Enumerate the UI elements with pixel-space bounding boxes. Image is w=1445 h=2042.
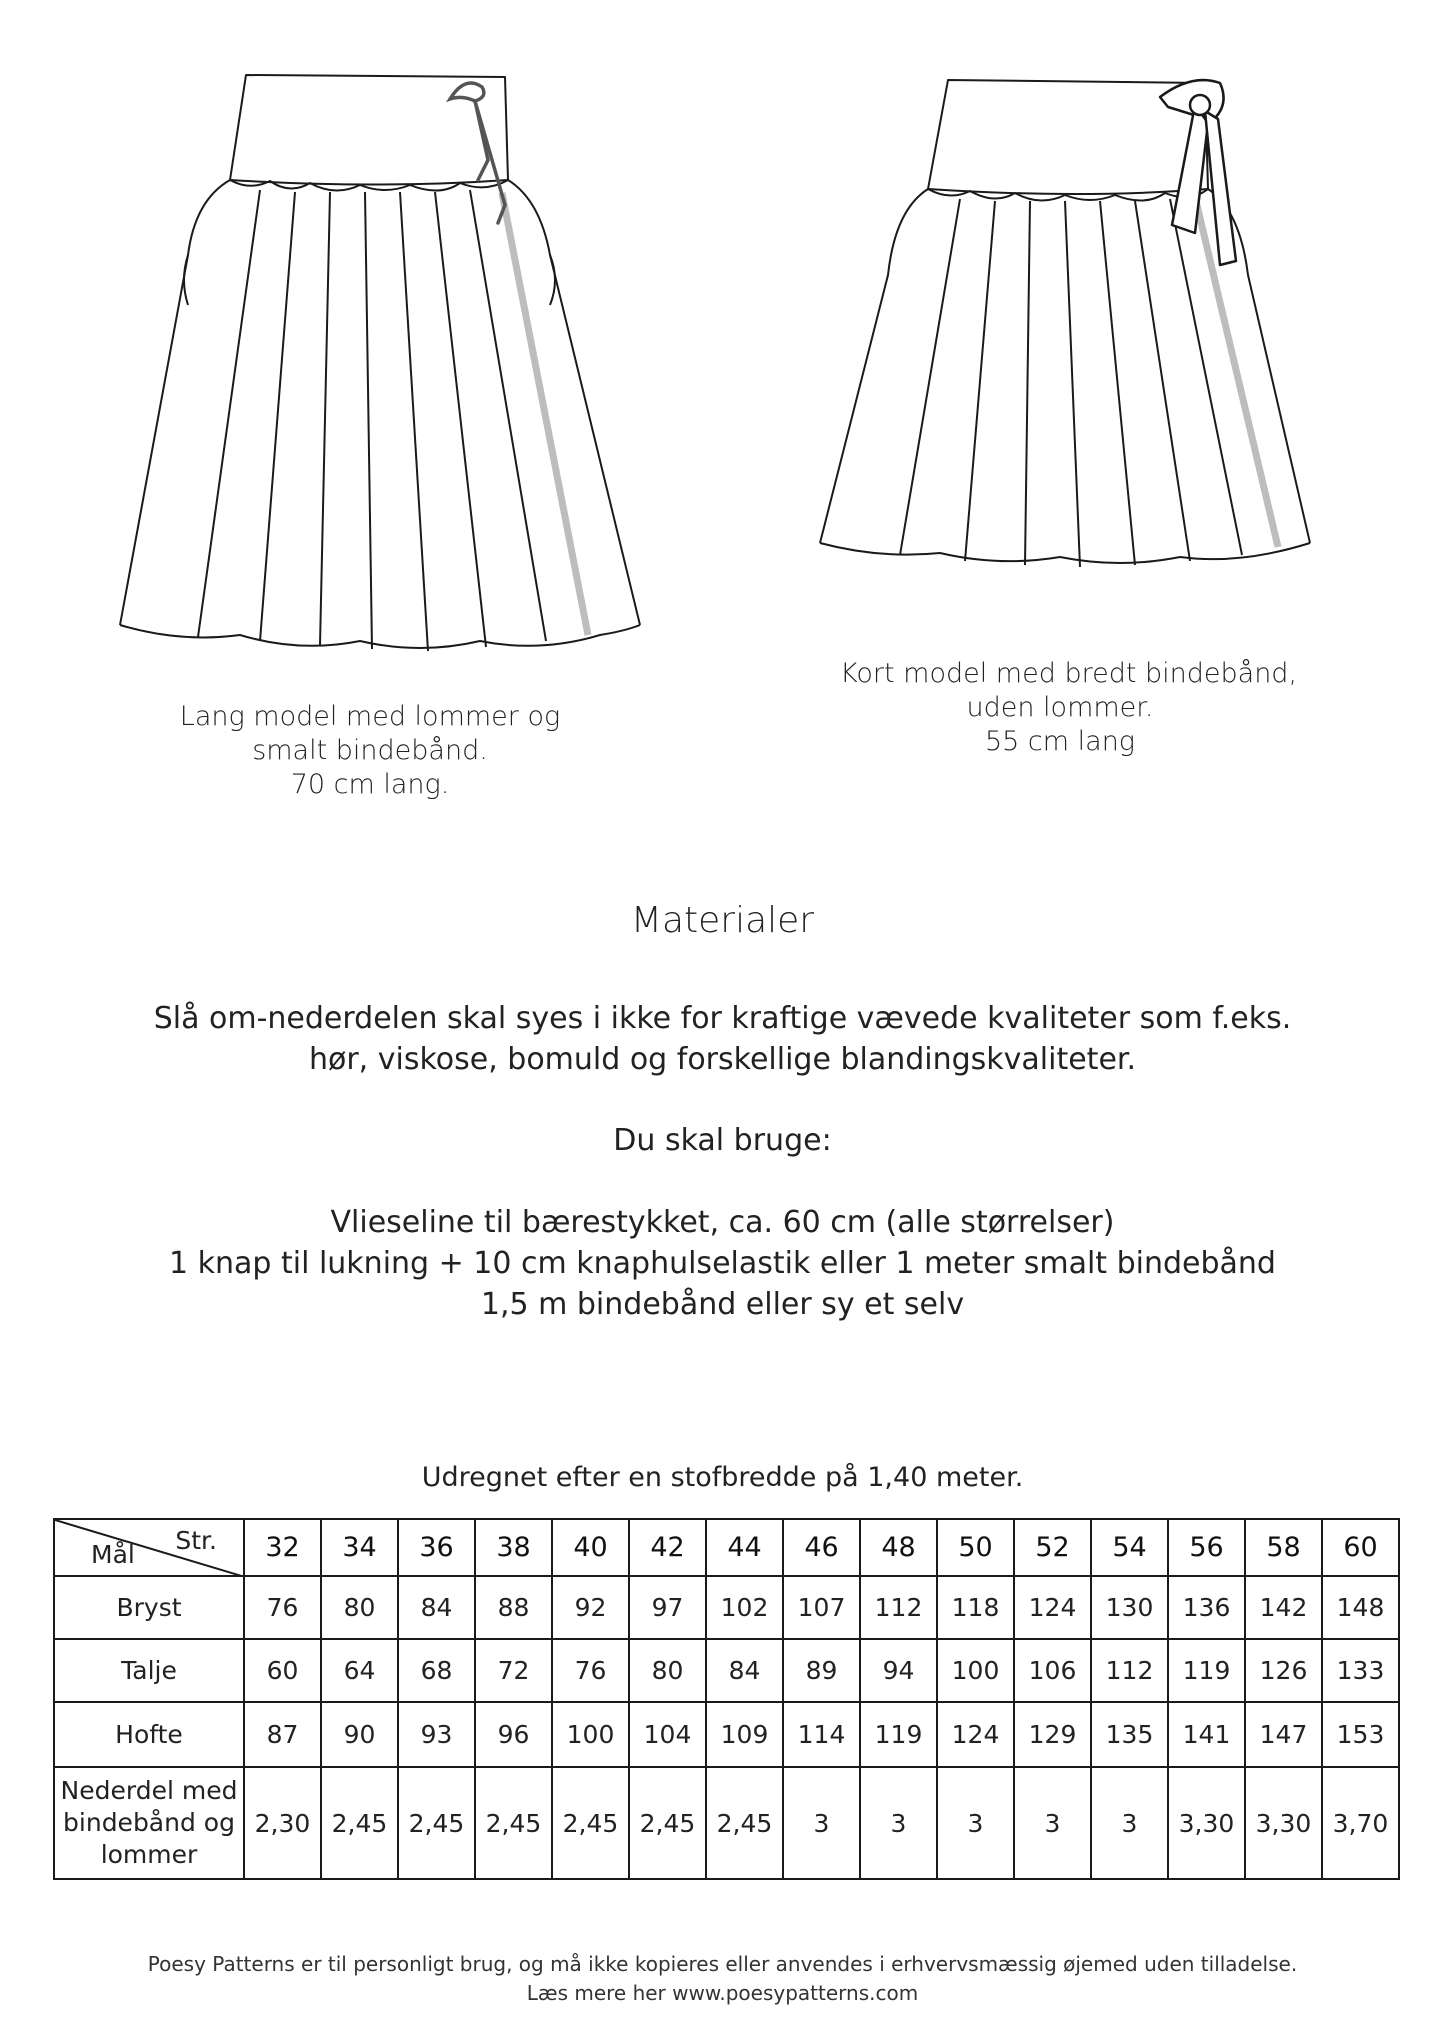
short-caption-line: Kort model med bredt bindebånd, bbox=[840, 658, 1298, 689]
corner-size-label: Str. bbox=[175, 1526, 217, 1555]
table-cell: 2,30 bbox=[244, 1767, 321, 1879]
long-skirt-drawing bbox=[110, 65, 670, 665]
row-label-line: lommer bbox=[100, 1840, 198, 1869]
hip-row bbox=[54, 1702, 1399, 1767]
row-label-waist: Talje bbox=[54, 1639, 244, 1702]
table-cell: 119 bbox=[1168, 1639, 1245, 1702]
table-cell: 130 bbox=[1091, 1576, 1168, 1639]
long-skirt-caption bbox=[150, 700, 590, 802]
table-cell: 3 bbox=[860, 1767, 937, 1879]
material-item: Vlieseline til bærestykket, ca. 60 cm (alle størrelser) bbox=[330, 1205, 1115, 1240]
materials-intro bbox=[0, 998, 1445, 1080]
short-skirt-caption bbox=[840, 657, 1298, 759]
short-skirt-sketch bbox=[800, 65, 1320, 605]
table-cell: 2,45 bbox=[706, 1767, 783, 1879]
table-cell: 112 bbox=[860, 1576, 937, 1639]
table-cell: 109 bbox=[706, 1702, 783, 1767]
table-cell: 148 bbox=[1322, 1576, 1399, 1639]
table-cell: 2,45 bbox=[398, 1767, 475, 1879]
table-cell: 68 bbox=[398, 1639, 475, 1702]
size-header-row bbox=[54, 1519, 1399, 1576]
table-cell: 3,30 bbox=[1168, 1767, 1245, 1879]
long-caption-line: Lang model med lommer og bbox=[179, 701, 561, 732]
footer-link[interactable]: Læs mere her www.poesypatterns.com bbox=[526, 1981, 919, 2005]
table-cell: 3 bbox=[783, 1767, 860, 1879]
table-cell: 87 bbox=[244, 1702, 321, 1767]
table-corner-cell bbox=[54, 1519, 244, 1576]
table-cell: 141 bbox=[1168, 1702, 1245, 1767]
table-cell: 76 bbox=[552, 1639, 629, 1702]
table-cell: 84 bbox=[706, 1639, 783, 1702]
long-caption-line: smalt bindebånd. bbox=[252, 735, 488, 766]
bust-row bbox=[54, 1576, 1399, 1639]
material-item: 1,5 m bindebånd eller sy et selv bbox=[480, 1287, 965, 1322]
size-header: 46 bbox=[783, 1519, 860, 1576]
table-cell: 126 bbox=[1245, 1639, 1322, 1702]
size-header: 38 bbox=[475, 1519, 552, 1576]
table-cell: 93 bbox=[398, 1702, 475, 1767]
size-header: 34 bbox=[321, 1519, 398, 1576]
table-cell: 112 bbox=[1091, 1639, 1168, 1702]
table-cell: 147 bbox=[1245, 1702, 1322, 1767]
table-cell: 72 bbox=[475, 1639, 552, 1702]
table-cell: 114 bbox=[783, 1702, 860, 1767]
table-cell: 3,30 bbox=[1245, 1767, 1322, 1879]
long-skirt-sketch bbox=[110, 65, 670, 665]
table-cell: 88 bbox=[475, 1576, 552, 1639]
size-header: 50 bbox=[937, 1519, 1014, 1576]
long-caption-line: 70 cm lang. bbox=[290, 769, 450, 800]
intro-line: hør, viskose, bomuld og forskellige blandingskvaliteter. bbox=[308, 1042, 1137, 1077]
table-cell: 136 bbox=[1168, 1576, 1245, 1639]
size-header: 58 bbox=[1245, 1519, 1322, 1576]
table-cell: 80 bbox=[629, 1639, 706, 1702]
table-cell: 94 bbox=[860, 1639, 937, 1702]
size-header: 60 bbox=[1322, 1519, 1399, 1576]
table-cell: 135 bbox=[1091, 1702, 1168, 1767]
size-header: 52 bbox=[1014, 1519, 1091, 1576]
copyright-footer bbox=[0, 1950, 1445, 2008]
table-cell: 76 bbox=[244, 1576, 321, 1639]
row-label-hip: Hofte bbox=[54, 1702, 244, 1767]
corner-measure-label: Mål bbox=[91, 1540, 135, 1569]
row-label-bust: Bryst bbox=[54, 1576, 244, 1639]
use-heading: Du skal bruge: bbox=[613, 1123, 832, 1158]
table-cell: 90 bbox=[321, 1702, 398, 1767]
table-cell: 96 bbox=[475, 1702, 552, 1767]
materials-list bbox=[0, 1202, 1445, 1325]
waist-row bbox=[54, 1639, 1399, 1702]
row-label-line: bindebånd og bbox=[63, 1808, 235, 1837]
size-header: 44 bbox=[706, 1519, 783, 1576]
table-cell: 2,45 bbox=[629, 1767, 706, 1879]
short-caption-line: 55 cm lang bbox=[984, 726, 1136, 757]
size-header: 42 bbox=[629, 1519, 706, 1576]
size-header: 32 bbox=[244, 1519, 321, 1576]
size-header: 56 bbox=[1168, 1519, 1245, 1576]
table-cell: 2,45 bbox=[475, 1767, 552, 1879]
fabric-width-note: Udregnet efter en stofbredde på 1,40 meter. bbox=[421, 1462, 1024, 1493]
table-cell: 3 bbox=[937, 1767, 1014, 1879]
material-item: 1 knap til lukning + 10 cm knaphulselastik eller 1 meter smalt bindebånd bbox=[169, 1246, 1276, 1281]
table-cell: 129 bbox=[1014, 1702, 1091, 1767]
table-cell: 3,70 bbox=[1322, 1767, 1399, 1879]
short-skirt-drawing bbox=[800, 65, 1320, 605]
table-cell: 100 bbox=[552, 1702, 629, 1767]
size-header: 36 bbox=[398, 1519, 475, 1576]
table-cell: 80 bbox=[321, 1576, 398, 1639]
table-cell: 124 bbox=[1014, 1576, 1091, 1639]
table-cell: 102 bbox=[706, 1576, 783, 1639]
table-cell: 3 bbox=[1091, 1767, 1168, 1879]
row-label-skirt-fabric bbox=[54, 1767, 244, 1879]
size-header: 48 bbox=[860, 1519, 937, 1576]
table-cell: 84 bbox=[398, 1576, 475, 1639]
size-table bbox=[53, 1518, 1400, 1880]
size-header: 40 bbox=[552, 1519, 629, 1576]
table-cell: 119 bbox=[860, 1702, 937, 1767]
table-cell: 142 bbox=[1245, 1576, 1322, 1639]
table-cell: 118 bbox=[937, 1576, 1014, 1639]
size-header: 54 bbox=[1091, 1519, 1168, 1576]
table-cell: 2,45 bbox=[552, 1767, 629, 1879]
intro-line: Slå om-nederdelen skal syes i ikke for kraftige vævede kvaliteter som f.eks. bbox=[153, 1001, 1292, 1036]
table-cell: 97 bbox=[629, 1576, 706, 1639]
table-cell: 3 bbox=[1014, 1767, 1091, 1879]
row-label-line: Nederdel med bbox=[60, 1776, 238, 1805]
table-cell: 106 bbox=[1014, 1639, 1091, 1702]
table-cell: 153 bbox=[1322, 1702, 1399, 1767]
table-cell: 2,45 bbox=[321, 1767, 398, 1879]
table-cell: 133 bbox=[1322, 1639, 1399, 1702]
table-cell: 89 bbox=[783, 1639, 860, 1702]
table-cell: 124 bbox=[937, 1702, 1014, 1767]
table-cell: 64 bbox=[321, 1639, 398, 1702]
materials-heading: Materialer bbox=[630, 900, 815, 941]
skirt-fabric-row bbox=[54, 1767, 1399, 1879]
footer-notice: Poesy Patterns er til personligt brug, og må ikke kopieres eller anvendes i erhvervsmæssig øjemed uden tilladelse. bbox=[147, 1952, 1298, 1976]
table-cell: 107 bbox=[783, 1576, 860, 1639]
short-caption-line: uden lommer. bbox=[966, 692, 1154, 723]
table-cell: 60 bbox=[244, 1639, 321, 1702]
table-cell: 104 bbox=[629, 1702, 706, 1767]
table-cell: 100 bbox=[937, 1639, 1014, 1702]
table-cell: 92 bbox=[552, 1576, 629, 1639]
